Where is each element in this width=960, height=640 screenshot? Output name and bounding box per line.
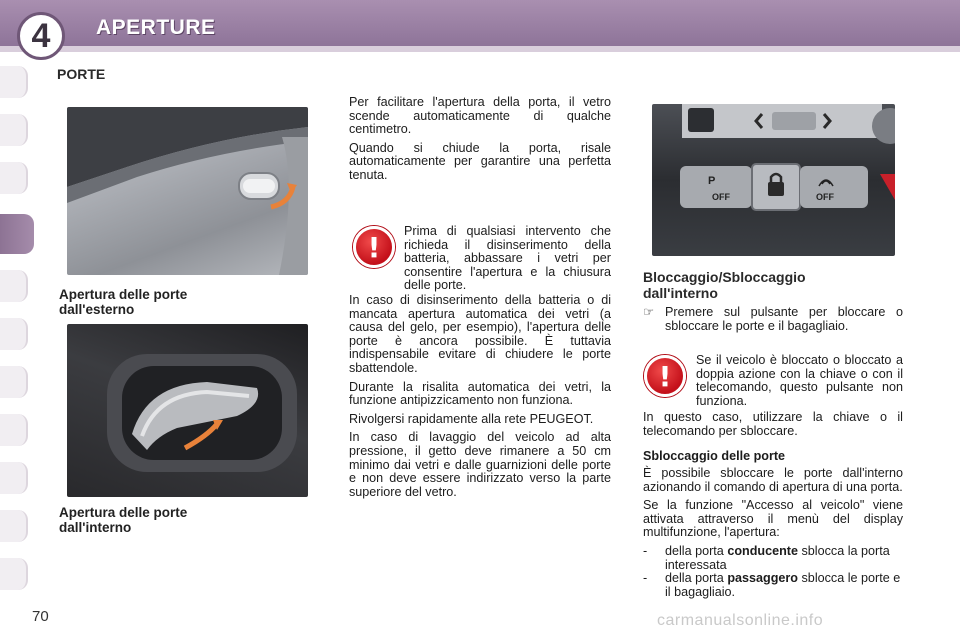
paragraph: Quando si chiude la porta, risale automaticamente per garantire una perfetta tenuta. bbox=[349, 140, 611, 182]
right-warning-text: Se il veicolo è bloccato o bloccato a doppia azione con la chiave o con il telecomando, questo pulsante non funziona. bbox=[696, 353, 903, 408]
panel-park-letter: P bbox=[708, 175, 716, 187]
side-tab[interactable] bbox=[0, 162, 28, 194]
hand-pointer-icon: ☞ bbox=[643, 305, 655, 319]
bullet-text: Premere sul pulsante per bloccare o sbloccare le porte e il bagagliaio. bbox=[665, 305, 903, 333]
side-tab[interactable] bbox=[0, 66, 28, 98]
paragraph: Per facilitare l'apertura della porta, il vetro scende automaticamente di qualche centimetro. bbox=[349, 95, 611, 137]
warning-icon: ! bbox=[644, 355, 686, 397]
caption-interior: Apertura delle porte dall'interno bbox=[59, 505, 188, 535]
caption-exterior: Apertura delle porte dall'esterno bbox=[59, 287, 188, 317]
side-tab[interactable] bbox=[0, 318, 28, 350]
paragraph: Rivolgersi rapidamente alla rete PEUGEOT. bbox=[349, 411, 594, 426]
list-item: - della porta passaggero sblocca le porte e il bagagliaio. bbox=[643, 571, 901, 599]
chapter-title: APERTURE bbox=[96, 16, 216, 39]
right-body-text bbox=[643, 467, 903, 599]
watermark: carmanualsonline.info bbox=[657, 612, 824, 629]
panel-right-button-label: OFF bbox=[816, 192, 834, 202]
central-locking-panel-photo bbox=[652, 104, 895, 256]
exterior-door-handle-photo bbox=[67, 107, 308, 275]
right-paragraph: In questo caso, utilizzare la chiave o il telecomando per sbloccare. bbox=[643, 410, 903, 438]
paragraph: Durante la risalita automatica dei vetri, la funzione antipizzicamento non funziona. bbox=[349, 379, 611, 408]
right-bullet bbox=[643, 306, 903, 333]
section-title: PORTE bbox=[57, 66, 106, 82]
paragraph: Se la funzione "Accesso al veicolo" viene attivata attraverso il menù del display multifunzione, l'apertura: bbox=[643, 498, 903, 540]
right-heading: Bloccaggio/Sbloccaggio dall'interno bbox=[643, 269, 806, 301]
middle-body-text bbox=[349, 294, 611, 504]
side-tab[interactable] bbox=[0, 414, 28, 446]
side-tab[interactable] bbox=[0, 114, 28, 146]
side-tab[interactable] bbox=[0, 462, 28, 494]
list-item: - della porta conducente sblocca la porta interessata bbox=[643, 543, 890, 572]
chapter-number-badge: 4 bbox=[17, 12, 65, 60]
middle-intro-text bbox=[349, 96, 611, 188]
unlock-subheading: Sbloccaggio delle porte bbox=[643, 449, 786, 463]
side-tab[interactable] bbox=[0, 558, 28, 590]
interior-door-handle-photo bbox=[67, 324, 308, 497]
paragraph: In caso di lavaggio del veicolo ad alta pressione, il getto deve rimanere a 50 cm minimo dai vetri e dalle guarnizioni delle porte e non deve essere indirizzato verso la parte superiore del vetro. bbox=[349, 430, 611, 499]
paragraph: In caso di disinserimento della batteria o di mancata apertura automatica dei vetri (a causa del gelo, per esempio), l'apertura delle porte è ancora possibile. È tuttavia indispensabile evitare di chiudere le porte sbattendole. bbox=[349, 293, 611, 375]
side-tab[interactable] bbox=[0, 510, 28, 542]
header-stripe bbox=[0, 46, 960, 52]
side-tab[interactable] bbox=[0, 366, 28, 398]
page-number: 70 bbox=[32, 608, 49, 625]
warning-icon: ! bbox=[353, 226, 395, 268]
panel-left-button-label: OFF bbox=[712, 192, 730, 202]
side-tab-active[interactable] bbox=[0, 214, 34, 254]
middle-warning-text: Prima di qualsiasi intervento che richieda il disinserimento della batteria, abbassare i vetri per consentire l'apertura e la chiusura delle porte. bbox=[404, 224, 611, 293]
side-tab[interactable] bbox=[0, 270, 28, 302]
paragraph: È possibile sbloccare le porte dall'interno azionando il comando di apertura di una porta. bbox=[643, 466, 903, 494]
